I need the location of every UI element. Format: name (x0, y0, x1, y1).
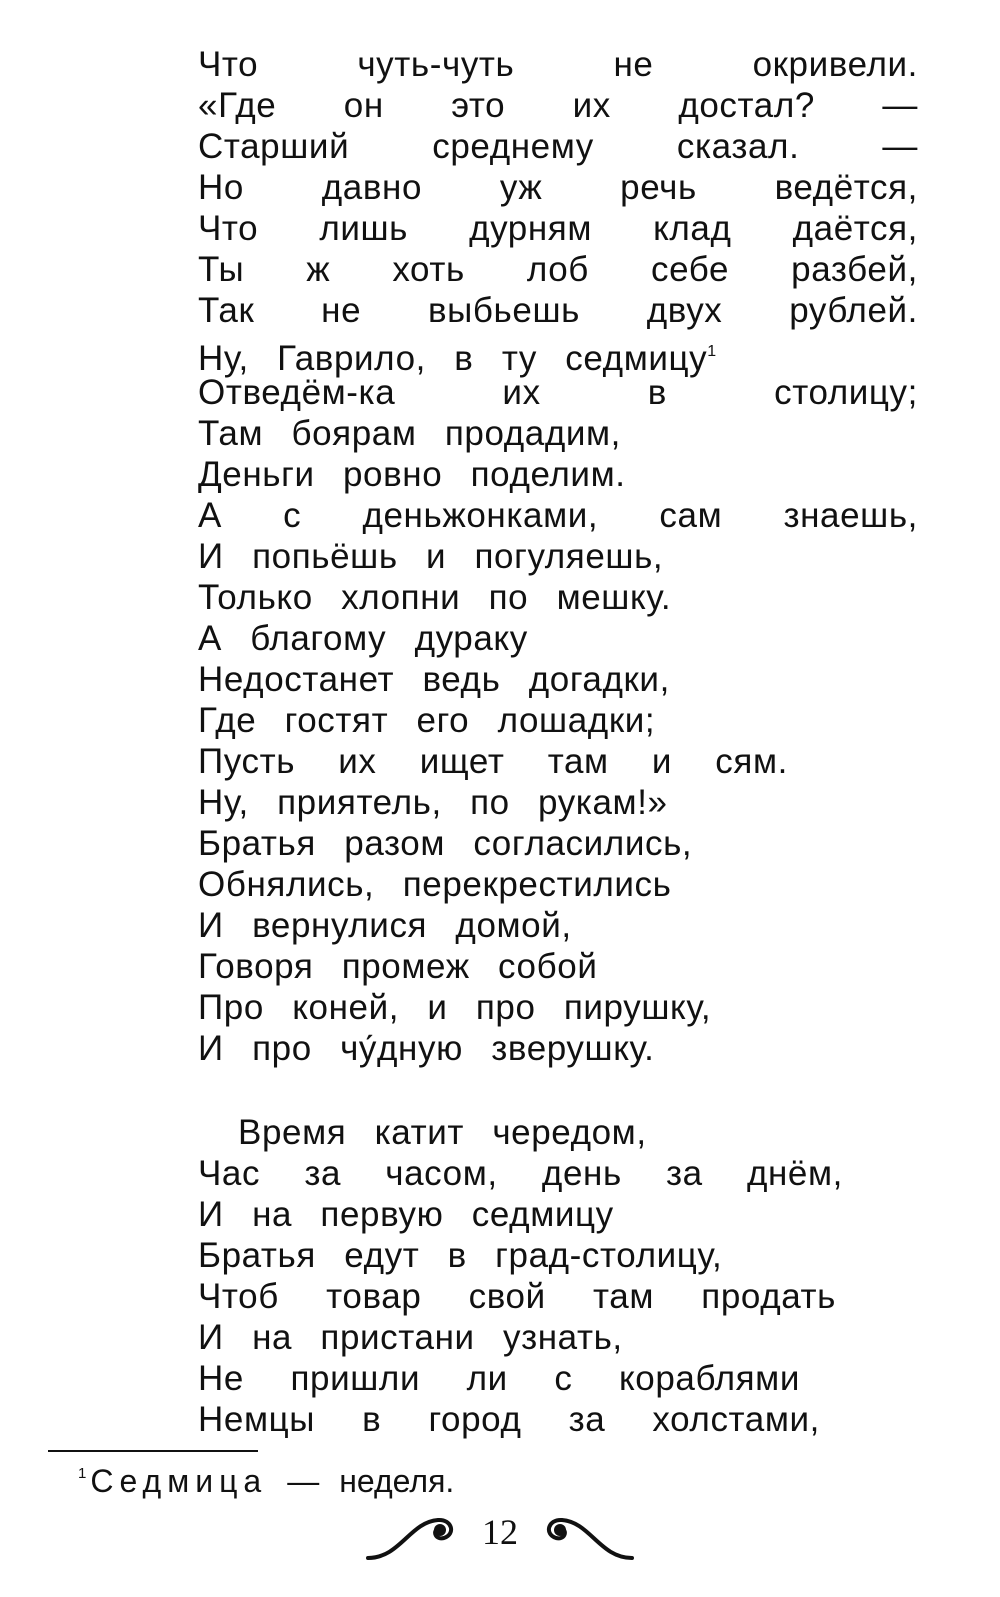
poem-word: ж (306, 250, 331, 289)
poem-word: свой (468, 1277, 546, 1316)
poem-line-text: Ну, Гаврило, в ту седмицу (198, 339, 708, 378)
poem-line: Где гостят его лошадки; (198, 701, 656, 740)
poem-word: днём, (746, 1154, 843, 1193)
poem-word: знаешь, (783, 496, 918, 535)
poem-word: хоть (392, 250, 465, 289)
poem-word: дурням (469, 209, 593, 248)
poem-word: Не (198, 1359, 244, 1398)
poem-word: Немцы (198, 1400, 316, 1439)
poem-line: Братья едут в град-столицу, (198, 1236, 723, 1275)
poem-word: сказал. (676, 127, 800, 166)
poem-word: пришли (290, 1359, 421, 1398)
poem-line (198, 372, 918, 413)
poem-line: Деньги ровно поделим. (198, 455, 626, 494)
poem-word: за (666, 1154, 703, 1193)
poem-word: достал? (678, 86, 815, 125)
poem-word: за (304, 1154, 342, 1193)
poem-word: город (428, 1400, 522, 1439)
poem-line (198, 741, 788, 782)
poem-word: там (593, 1277, 655, 1316)
poem-line: И про чу́дную зверушку. (198, 1029, 655, 1068)
poem-word: ведётся, (774, 168, 918, 207)
poem-word: ищет (419, 742, 505, 781)
poem-word: и (651, 742, 673, 781)
poem-line (198, 495, 918, 536)
poem-word: товар (326, 1277, 422, 1316)
poem-word: — (882, 86, 918, 125)
poem-line: Обнялись, перекрестились (198, 865, 672, 904)
poem-line: И на пристани узнать, (198, 1318, 623, 1357)
poem-word: за (568, 1400, 606, 1439)
poem-word: — (882, 127, 918, 166)
poem-line (198, 44, 918, 85)
footnote-dash: — (287, 1463, 320, 1499)
poem-word: себе (651, 250, 730, 289)
stanza-2 (198, 1112, 918, 1440)
page-number: 12 (482, 1512, 518, 1552)
poem-word: окривели. (752, 45, 918, 84)
poem-word: разбей, (791, 250, 918, 289)
poem-word: лоб (526, 250, 589, 289)
poem-word: их (502, 373, 541, 412)
poem-word: Пусть (198, 742, 296, 781)
poem-word: их (572, 86, 611, 125)
poem-word: их (338, 742, 377, 781)
poem-word: клад (653, 209, 732, 248)
stanza-1 (198, 44, 918, 1069)
right-scroll-dot (554, 1524, 566, 1536)
poem-word: Но (198, 168, 244, 207)
footnote-term: Седмица (90, 1463, 268, 1499)
poem-line: Братья разом согласились, (198, 824, 693, 863)
poem-line: Там боярам продадим, (198, 414, 622, 453)
footnote-marker: 1 (707, 343, 717, 360)
poem-line: Только хлопни по мешку. (198, 578, 672, 617)
poem-word: А (198, 496, 222, 535)
poem-line (198, 249, 918, 290)
poem-word: чуть-чуть (357, 45, 515, 84)
poem-word: в (362, 1400, 382, 1439)
poem-word: в (647, 373, 667, 412)
poem-word: Что (198, 209, 259, 248)
poem-line: Говоря промеж собой (198, 947, 598, 986)
poem-word: часом, (385, 1154, 498, 1193)
poem-line (198, 290, 918, 331)
poem-line (198, 1153, 843, 1194)
footnote-number: 1 (78, 1465, 87, 1482)
poem-word: продать (701, 1277, 836, 1316)
poem-line (198, 1276, 836, 1317)
poem-word: кораблями (619, 1359, 800, 1398)
poem-word: он (343, 86, 384, 125)
poem-word: «Где (198, 86, 277, 125)
poem-word: сям. (715, 742, 788, 781)
poem-word: это (451, 86, 506, 125)
poem-word: с (554, 1359, 573, 1398)
poem-word: даётся, (792, 209, 918, 248)
poem-line-with-footnote (198, 331, 918, 378)
poem-word: не (613, 45, 654, 84)
poem-line (198, 1358, 800, 1399)
poem-word: рублей. (789, 291, 918, 330)
footnote-definition: неделя. (339, 1463, 455, 1499)
poem-line (198, 208, 918, 249)
poem-word: деньжонками, (362, 496, 599, 535)
poem-word: день (541, 1154, 622, 1193)
poem-word: ли (466, 1359, 508, 1398)
poem-line (198, 167, 918, 208)
poem-line (198, 126, 918, 167)
poem-word: Старший (198, 127, 350, 166)
page-folio (360, 1502, 640, 1572)
poem-word: лишь (319, 209, 408, 248)
poem-line: Про коней, и про пирушку, (198, 988, 712, 1027)
poem-word: выбьешь (427, 291, 580, 330)
poem-word: Отведём-ка (198, 373, 396, 412)
left-scroll-dot (434, 1524, 446, 1536)
poem-word: среднему (432, 127, 594, 166)
poem-word: Ты (198, 250, 245, 289)
poem-line: Ну, приятель, по рукам!» (198, 783, 668, 822)
poem-word: не (321, 291, 362, 330)
poem-line (198, 1399, 820, 1440)
poem-word: сам (659, 496, 723, 535)
poem-line (198, 85, 918, 126)
poem-line: И попьёшь и погуляешь, (198, 537, 664, 576)
poem-word: там (547, 742, 609, 781)
poem-word: двух (646, 291, 723, 330)
poem-line: Время катит чередом, (238, 1113, 647, 1152)
poem-word: давно (321, 168, 423, 207)
poem-line: Недостанет ведь догадки, (198, 660, 670, 699)
footnote (78, 1456, 454, 1499)
poem-word: холстами, (652, 1400, 820, 1439)
footnote-divider (48, 1450, 258, 1452)
poem-line: И на первую седмицу (198, 1195, 614, 1234)
poem-line: И вернулися домой, (198, 906, 572, 945)
poem-word: уж (499, 168, 543, 207)
poem-word: с (283, 496, 302, 535)
poem-word: Так (198, 291, 255, 330)
poem-line: А благому дураку (198, 619, 528, 658)
poem-word: столицу; (774, 373, 918, 412)
poem-word: Чтоб (198, 1277, 279, 1316)
poem-word: Что (198, 45, 259, 84)
poem-word: речь (620, 168, 697, 207)
poem-word: Час (198, 1154, 261, 1193)
